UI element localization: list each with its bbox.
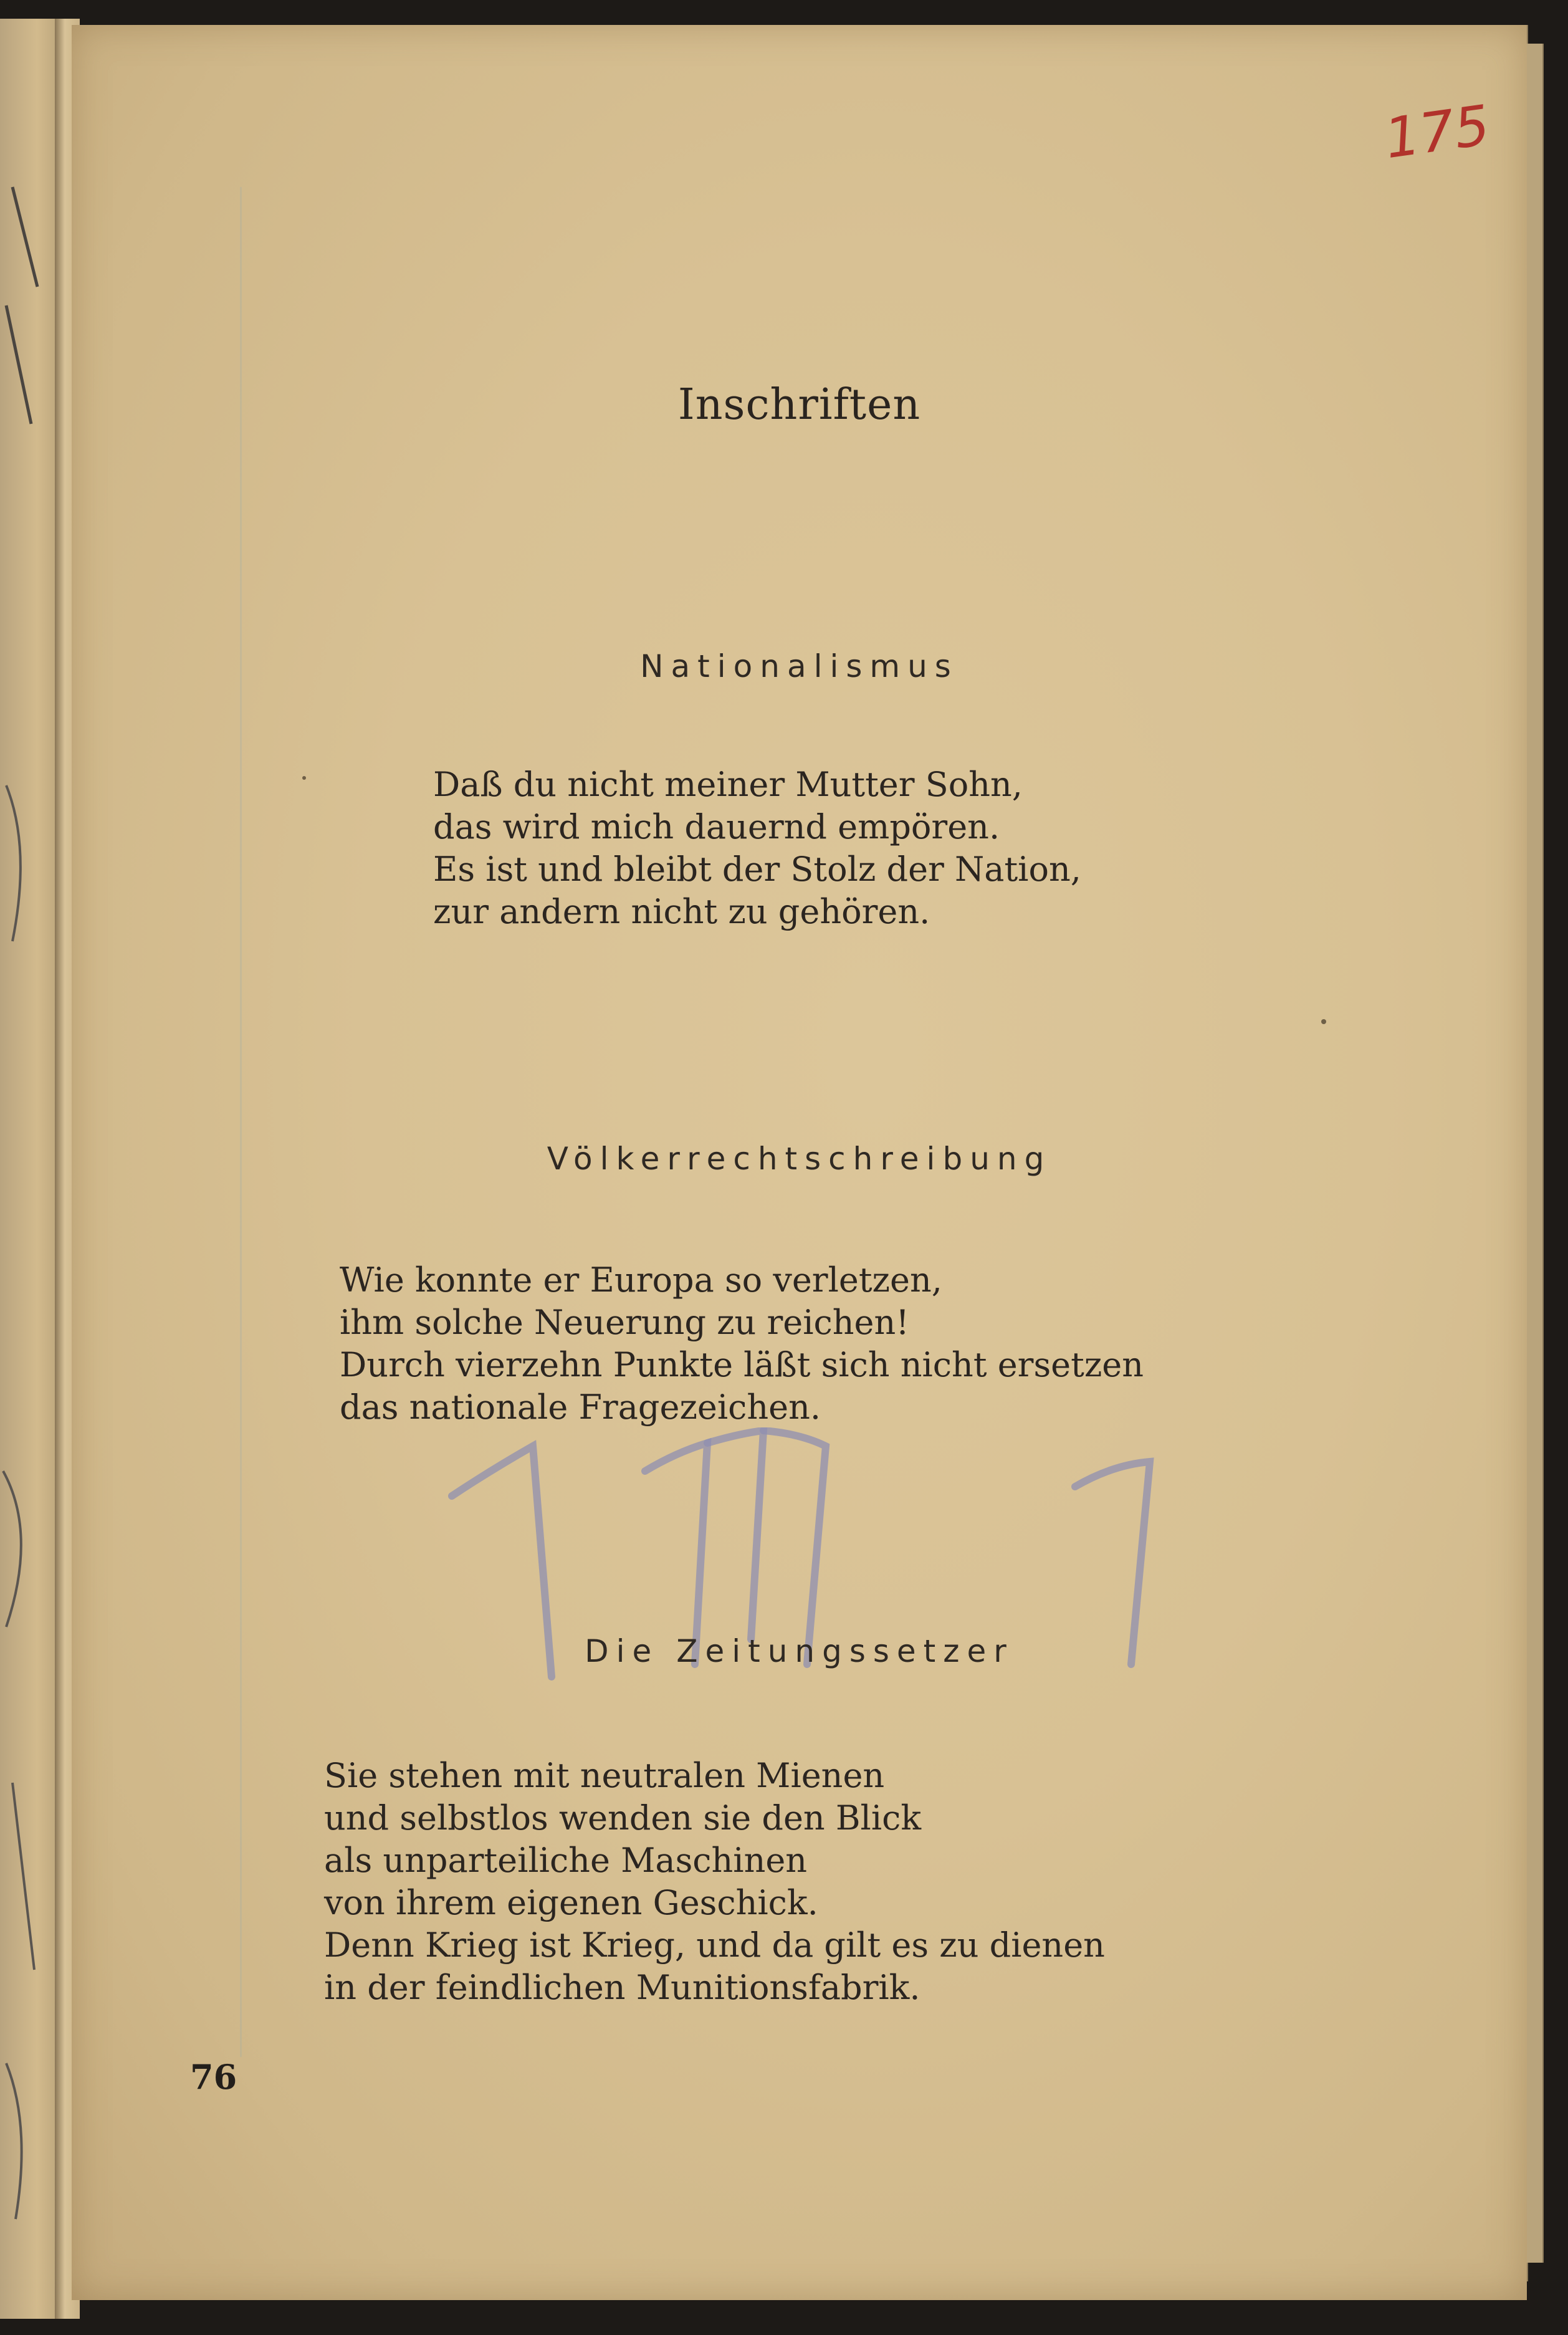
poem-stanza-die-zeitungssetzer bbox=[324, 1755, 1105, 2009]
paper-speck bbox=[1321, 1019, 1326, 1024]
left-page-pencil-marks bbox=[0, 162, 50, 2281]
poem-title-die-zeitungssetzer: Die Zeitungssetzer bbox=[585, 1633, 1014, 1669]
poem-line: Denn Krieg ist Krieg, und da gilt es zu dienen bbox=[324, 1925, 1105, 1965]
poem-line: das wird mich dauernd empören. bbox=[433, 807, 1000, 846]
paper-speck bbox=[302, 776, 306, 780]
poem-title-nationalismus: Nationalismus bbox=[640, 648, 958, 684]
poem-line: von ihrem eigenen Geschick. bbox=[324, 1883, 818, 1922]
poem-line: ihm solche Neuerung zu reichen! bbox=[340, 1303, 909, 1342]
poem-line: Daß du nicht meiner Mutter Sohn, bbox=[433, 765, 1023, 804]
bleed-through-rule bbox=[240, 187, 242, 2057]
poem-stanza-voelkerrechtschreibung bbox=[340, 1259, 1144, 1429]
poem-line: und selbstlos wenden sie den Blick bbox=[324, 1798, 922, 1838]
poem-line: zur andern nicht zu gehören. bbox=[433, 892, 930, 931]
page-title: Inschriften bbox=[677, 380, 921, 429]
poem-stanza-nationalismus bbox=[433, 764, 1081, 933]
poem-line: Wie konnte er Europa so verletzen, bbox=[340, 1260, 942, 1300]
poem-line: als unparteiliche Maschinen bbox=[324, 1841, 808, 1880]
poem-line: Sie stehen mit neutralen Mienen bbox=[324, 1756, 885, 1795]
poem-line: Durch vierzehn Punkte läßt sich nicht ersetzen bbox=[340, 1345, 1144, 1384]
folio-number: 175 bbox=[1380, 92, 1494, 171]
poem-line: das nationale Fragezeichen. bbox=[340, 1388, 821, 1427]
poem-line: Es ist und bleibt der Stolz der Nation, bbox=[433, 850, 1081, 889]
poem-title-voelkerrechtschreibung: Völkerrechtschreibung bbox=[547, 1141, 1052, 1177]
poem-line: in der feindlichen Munitionsfabrik. bbox=[324, 1968, 920, 2007]
book-page bbox=[72, 25, 1527, 2300]
page-number: 76 bbox=[190, 2057, 237, 2097]
